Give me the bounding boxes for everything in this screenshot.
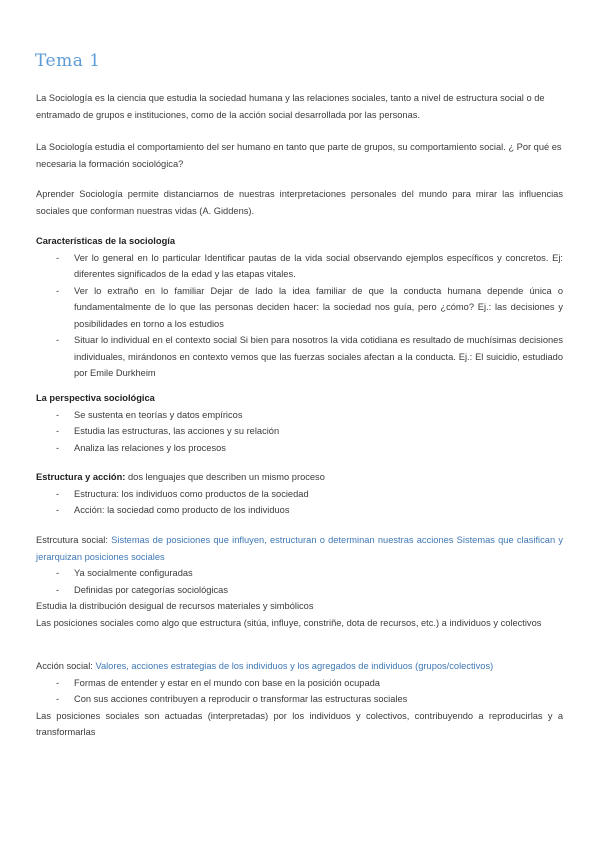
- list-item: - Con sus acciones contribuyen a reproducir o transformar las estructuras sociales: [36, 691, 563, 708]
- list-item: - Formas de entender y estar en el mundo con base en la posición ocupada: [36, 675, 563, 692]
- estructura-social-list: [36, 565, 563, 598]
- caracteristicas-list: [36, 250, 563, 382]
- list-item: - Situar lo individual en el contexto social Si bien para nosotros la vida cotidiana es resultado de muchísimas decisiones individuales, mirándonos en contexto vemos que las fuerzas sociales afectan a la conducta. Ej.: El suicidio, estudiado por Emile Durkheim: [36, 332, 563, 382]
- accion-social-list: [36, 675, 563, 708]
- estructura-social-definition-line: [36, 532, 563, 565]
- perspectiva-section: [36, 390, 563, 456]
- caracteristicas-heading: Características de la sociología: [36, 236, 175, 246]
- list-item: - Acción: la sociedad como producto de los individuos: [36, 502, 563, 519]
- list-item: - Ver lo extraño en lo familiar Dejar de lado la idea familiar de que la conducta humana depende única o fundamentalmente de lo que las personas deciden hacer: la sociedad nos guía, pero ¿cómo? Ej.: las decisiones y posibilidades en torno a los estudios: [36, 283, 563, 333]
- list-item: - Estructura: los individuos como productos de la sociedad: [36, 486, 563, 503]
- estructura-accion-list: [36, 486, 563, 519]
- list-item: - Definidas por categorías sociológicas: [36, 582, 563, 599]
- estructura-accion-rest: dos lenguajes que describen un mismo proceso: [125, 472, 325, 482]
- page-title: Tema 1: [35, 51, 101, 71]
- estructura-social-definition: Sistemas de posiciones que influyen, estructuran o determinan nuestras acciones Sistemas que clasifican y jerarquizan posiciones sociales: [36, 535, 563, 562]
- estructura-accion-line: [36, 469, 563, 486]
- accion-social-label: Acción social:: [36, 661, 96, 671]
- intro-paragraph-1: La Sociología es la ciencia que estudia la sociedad humana y las relaciones sociales, tanto a nivel de estructura social o de entramado de grupos e instituciones, como de la acción social desarrollada por las personas.: [36, 93, 545, 120]
- estructura-accion-section: [36, 469, 563, 519]
- intro-paragraph-3: Aprender Sociología permite distanciarnos de nuestras interpretaciones personales del mundo para mirar las influencias sociales que conforman nuestras vidas (A. Giddens).: [36, 189, 563, 216]
- list-item: - Analiza las relaciones y los procesos: [36, 440, 563, 457]
- perspectiva-list: [36, 407, 563, 457]
- estructura-social-section: [36, 532, 563, 631]
- estructura-social-note-2: Las posiciones sociales como algo que estructura (sitúa, influye, constriñe, dota de recursos, etc.) a individuos y colectivos: [36, 617, 542, 628]
- intro-paragraph-2: La Sociología estudia el comportamiento del ser humano en tanto que parte de grupos, su comportamiento social. ¿ Por qué es necesaria la formación sociológica?: [36, 142, 562, 169]
- accion-social-definition-line: [36, 658, 563, 675]
- caracteristicas-section: [36, 233, 563, 382]
- perspectiva-heading: La perspectiva sociológica: [36, 393, 155, 403]
- accion-social-definition: Valores, acciones estrategias de los individuos y los agregados de individuos (grupos/colectivos): [95, 661, 494, 671]
- estructura-social-label: Estrcutura social:: [36, 535, 112, 545]
- estructura-accion-heading: Estructura y acción:: [36, 472, 126, 482]
- estructura-social-note-1: Estudia la distribución desigual de recursos materiales y simbólicos: [36, 601, 314, 611]
- list-item: - Se sustenta en teorías y datos empíricos: [36, 407, 563, 424]
- list-item: - Ver lo general en lo particular Identificar pautas de la vida social observando ejemplos específicos y concretos. Ej: diferentes significados de la edad y las etapas vitales.: [36, 250, 563, 283]
- list-item: - Estudia las estructuras, las acciones y su relación: [36, 423, 563, 440]
- list-item: - Ya socialmente configuradas: [36, 565, 563, 582]
- accion-social-section: [36, 658, 563, 741]
- accion-social-note: Las posiciones sociales son actuadas (interpretadas) por los individuos y colectivos, contribuyendo a reproducirlas y a transformarlas: [36, 710, 563, 737]
